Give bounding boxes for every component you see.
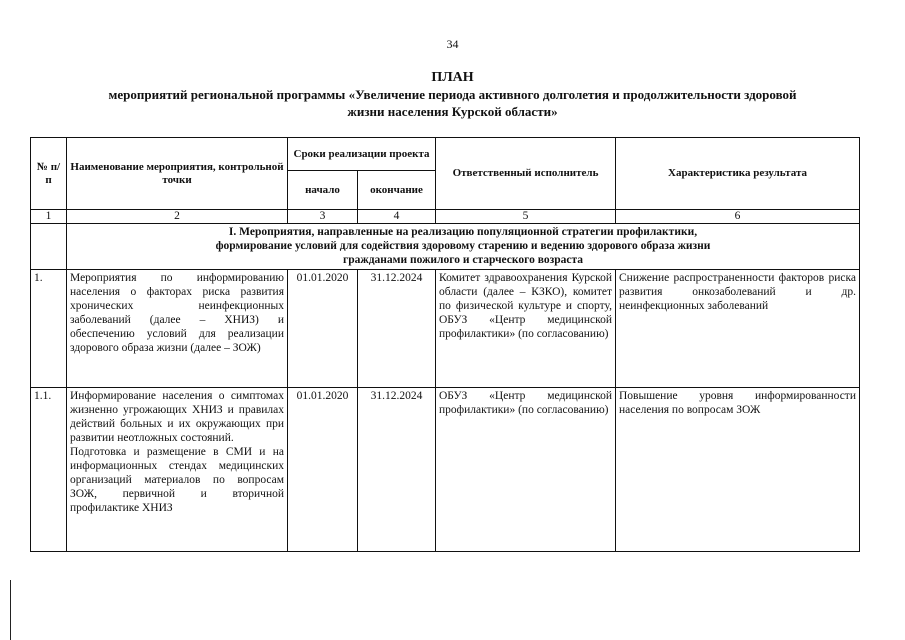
row-start-date: 01.01.2020: [288, 388, 358, 552]
column-number: 6: [616, 210, 860, 224]
row-end-date: 31.12.2024: [358, 388, 436, 552]
section-title: [67, 224, 860, 270]
column-numbers-row: [31, 210, 860, 224]
column-number: 4: [358, 210, 436, 224]
row-result: Повышение уровня информированности населения по вопросам ЗОЖ: [616, 388, 860, 552]
column-number: 5: [436, 210, 616, 224]
header-responsible: Ответственный исполнитель: [436, 138, 616, 210]
section-title-line-2: формирование условий для содействия здоровому старению и ведению здорового образа жизни: [215, 240, 711, 252]
row-num: 1.: [31, 270, 67, 388]
section-title-line-1: I. Мероприятия, направленные на реализацию популяционной стратегии профилактики,: [228, 226, 698, 238]
row-name: [67, 388, 288, 552]
header-result: Характеристика результата: [616, 138, 860, 210]
section-empty-cell: [31, 224, 67, 270]
table-row: [31, 388, 860, 552]
row-name-part-2: Подготовка и размещение в СМИ и на информационных стендах медицинских организаций материалов по вопросам ЗОЖ, первичной и вторичной профилактике ХНИЗ: [70, 446, 284, 514]
header-end: окончание: [358, 171, 436, 210]
table-header-row: [31, 138, 860, 171]
row-num: 1.1.: [31, 388, 67, 552]
header-start: начало: [288, 171, 358, 210]
header-name: Наименование мероприятия, контрольной точки: [67, 138, 288, 210]
row-name: Мероприятия по информированию населения о факторах риска развития хронических неинфекционных заболеваний (далее – ХНИЗ) и обеспечению условий для реализации здорового образа жизни (далее – ЗОЖ): [67, 270, 288, 388]
plan-title: ПЛАН: [431, 70, 474, 85]
plan-subtitle-line-2: жизни населения Курской области»: [347, 104, 558, 119]
header-terms: Сроки реализации проекта: [288, 138, 436, 171]
table-row: [31, 270, 860, 388]
plan-table: [30, 137, 860, 552]
plan-subtitle-line-1: мероприятий региональной программы «Увеличение периода активного долголетия и продолжительности здоровой: [108, 87, 797, 102]
row-responsible: Комитет здравоохранения Курской области (далее – КЗКО), комитет по физической культуре и спорту, ОБУЗ «Центр медицинской профилактики» (по согласованию): [436, 270, 616, 388]
section-row: [31, 224, 860, 270]
row-end-date: 31.12.2024: [358, 270, 436, 388]
column-number: 3: [288, 210, 358, 224]
margin-line: [10, 580, 11, 640]
row-name-part-1: Информирование населения о симптомах жизненно угрожающих ХНИЗ и правилах действий больных и их окружающих при развитии неотложных состояний.: [70, 390, 284, 444]
header-num: № п/п: [31, 138, 67, 210]
document-title-block: [40, 69, 865, 120]
column-number: 1: [31, 210, 67, 224]
row-start-date: 01.01.2020: [288, 270, 358, 388]
column-number: 2: [67, 210, 288, 224]
page-number: 34: [446, 37, 459, 51]
row-responsible: ОБУЗ «Центр медицинской профилактики» (по согласованию): [436, 388, 616, 552]
section-title-line-3: гражданами пожилого и старческого возраста: [343, 254, 583, 266]
row-result: Снижение распространенности факторов риска развития онкозаболеваний и др. неинфекционных заболеваний: [616, 270, 860, 388]
